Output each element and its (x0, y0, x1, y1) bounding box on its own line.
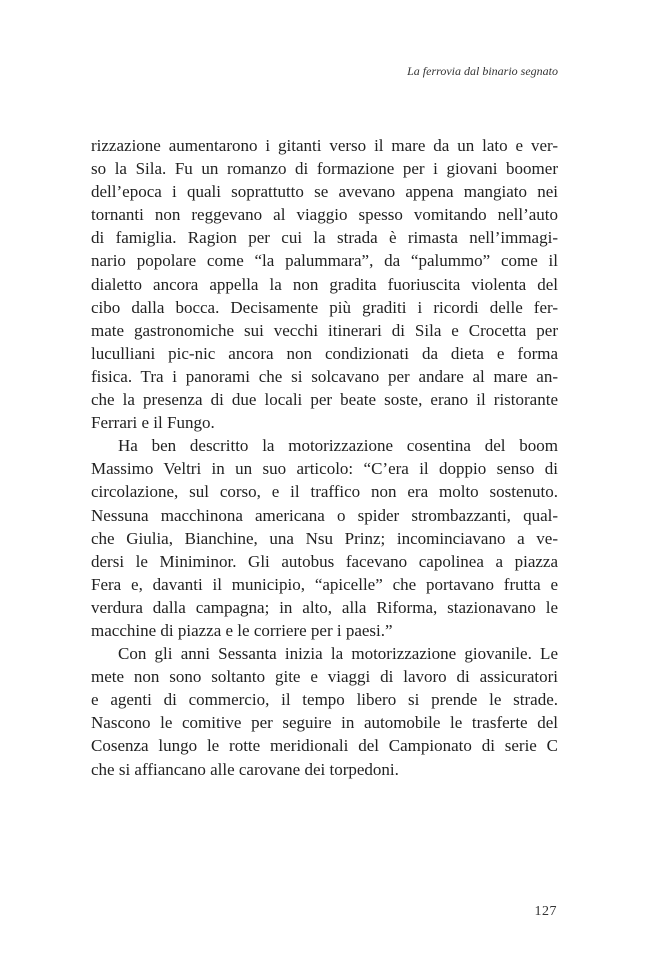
text-line: dialetto ancora appella la non gradita fuoriuscita violenta del (91, 274, 558, 294)
text-line: macchine di piazza e le corriere per i paesi.” (91, 620, 393, 640)
text-line: Nessuna macchinona americana o spider strombazzanti, qual- (91, 505, 558, 525)
text-line: verdura dalla campagna; in alto, alla Riforma, stazionavano le (91, 597, 558, 617)
text-line: dersi le Miniminor. Gli autobus facevano capolinea a piazza (91, 551, 558, 571)
text-line: Massimo Veltri in un suo articolo: “C’era il doppio senso di (91, 459, 558, 479)
text-line: so la Sila. Fu un romanzo di formazione per i giovani boomer (91, 159, 558, 179)
text-line: Nascono le comitive per seguire in automobile le trasferte del (91, 713, 558, 733)
running-header: La ferrovia dal binario segnato (407, 64, 558, 78)
text-line: mete non sono soltanto gite e viaggi di lavoro di assicuratori (91, 667, 558, 687)
text-line: che la presenza di due locali per beate soste, erano il ristorante (91, 390, 558, 410)
text-line: che si affiancano alle carovane dei torpedoni. (91, 759, 399, 779)
text-line: e agenti di commercio, il tempo libero si prende le strade. (91, 690, 558, 710)
text-line: mate gastronomiche sui vecchi itinerari di Sila e Crocetta per (91, 320, 558, 340)
body-text (91, 134, 558, 781)
text-line: tornanti non reggevano al viaggio spesso vomitando nell’auto (91, 205, 558, 225)
text-line: nario popolare come “la palummara”, da “palummo” come il (91, 251, 558, 271)
text-line: rizzazione aumentarono i gitanti verso il mare da un lato e ver- (91, 136, 558, 155)
text-line: Ferrari e il Fungo. (91, 413, 215, 433)
text-line: dell’epoca i quali soprattutto se avevano appena mangiato nei (91, 182, 558, 202)
text-line: cibo dalla bocca. Decisamente più graditi i ricordi delle fer- (91, 297, 558, 317)
page-number: 127 (534, 904, 557, 919)
text-line: Ha ben descritto la motorizzazione cosentina del boom (118, 436, 558, 456)
text-line: che Giulia, Bianchine, una Nsu Prinz; incominciavano a ve- (91, 528, 558, 548)
text-line: Cosenza lungo le rotte meridionali del Campionato di serie C (91, 736, 558, 756)
text-line: luculliani pic-nic ancora non condizionati da dieta e forma (91, 343, 558, 363)
text-line: Con gli anni Sessanta inizia la motorizzazione giovanile. Le (118, 644, 558, 664)
text-line: circolazione, sul corso, e il traffico non era molto sostenuto. (91, 482, 558, 502)
text-line: Fera e, davanti il municipio, “apicelle” che portavano frutta e (91, 574, 558, 594)
text-line: di famiglia. Ragion per cui la strada è rimasta nell’immagi- (91, 228, 558, 248)
text-line: fisica. Tra i panorami che si solcavano per andare al mare an- (91, 366, 558, 386)
